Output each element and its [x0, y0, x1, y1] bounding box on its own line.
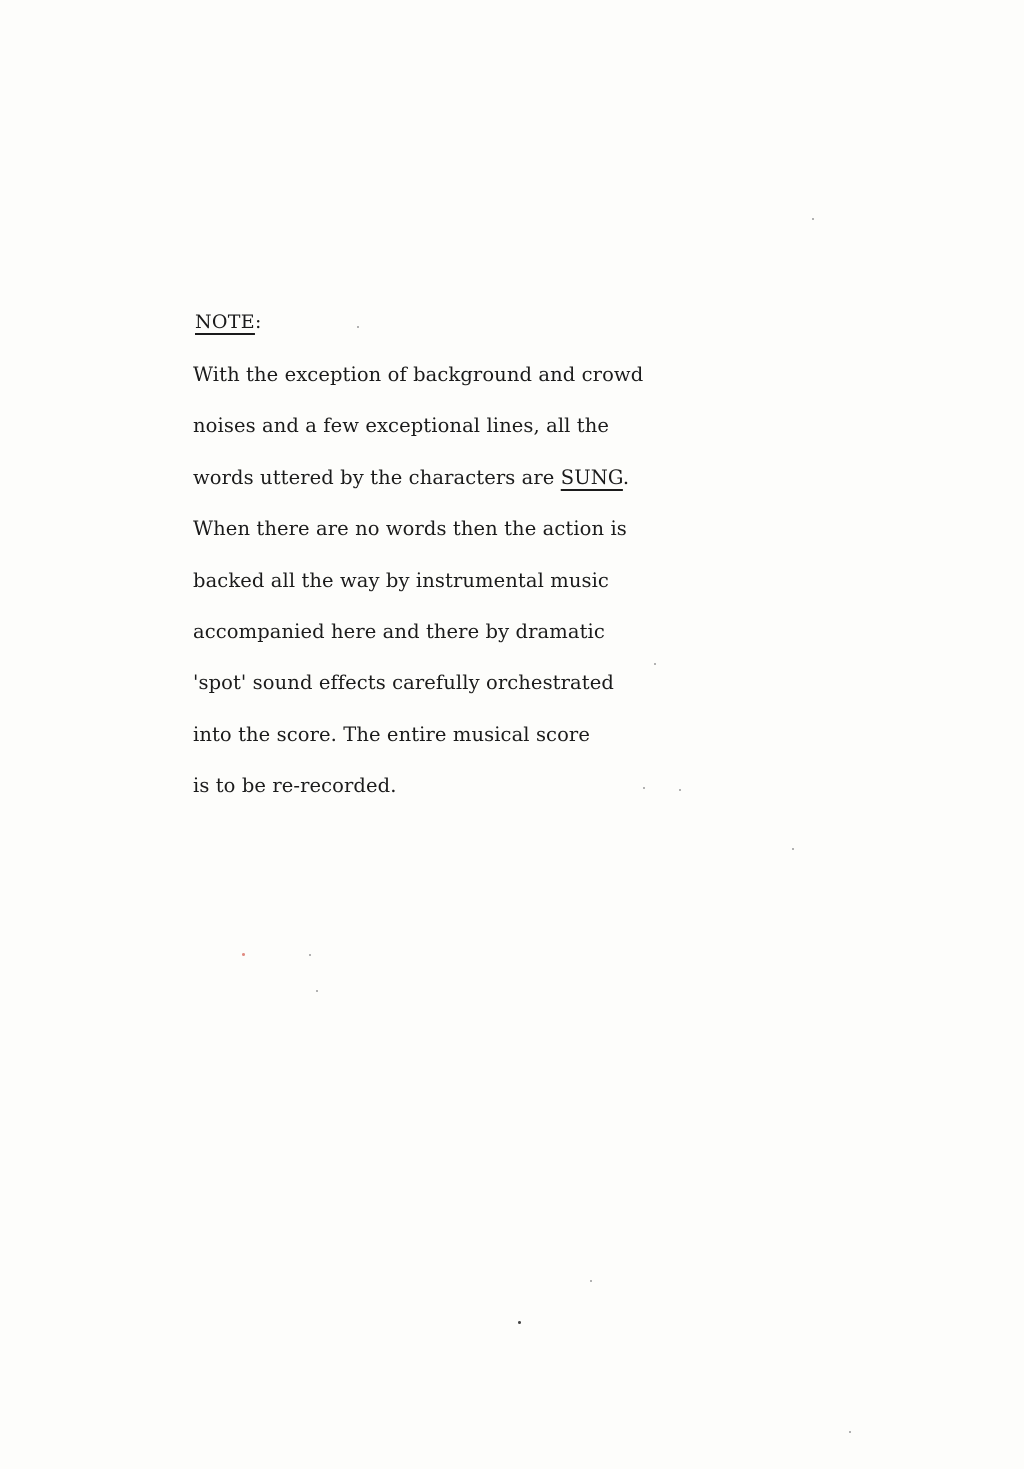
line-text: accompanied here and there by dramatic: [193, 619, 605, 643]
paper-speck: [654, 663, 656, 665]
line-text: is to be re-recorded.: [193, 774, 397, 798]
line-text: 'spot' sound effects carefully orchestrated: [193, 671, 614, 695]
paper-speck: [643, 787, 645, 789]
paragraph-line: [193, 358, 753, 409]
line-text-period: .: [622, 465, 630, 489]
paragraph-line: [193, 461, 753, 512]
note-colon: :: [254, 311, 262, 333]
paragraph-line: [193, 615, 753, 666]
note-heading: [195, 311, 262, 333]
line-text: words uttered by the characters are: [193, 465, 561, 489]
line-text: When there are no words then the action is: [193, 517, 627, 541]
paper-speck: [242, 953, 245, 956]
line-text: With the exception of background and crowd: [193, 363, 644, 386]
line-text: into the score. The entire musical score: [193, 722, 590, 746]
paper-speck: [518, 1321, 521, 1324]
paragraph-line: [193, 564, 753, 615]
note-paragraph: [193, 358, 753, 821]
paper-speck: [357, 326, 359, 328]
paragraph-line: [193, 409, 753, 460]
line-text: backed all the way by instrumental music: [193, 568, 609, 592]
paragraph-line: [193, 769, 753, 820]
paper-speck: [309, 954, 311, 956]
paper-speck: [792, 848, 794, 850]
paper-speck: [849, 1431, 851, 1433]
paper-speck: [316, 990, 318, 992]
emphasized-word-sung: SUNG: [560, 465, 623, 489]
paragraph-line: [193, 718, 753, 769]
paper-speck: [679, 789, 681, 791]
paper-speck: [812, 218, 814, 220]
paper-speck: [590, 1280, 592, 1282]
line-text: noises and a few exceptional lines, all the: [193, 414, 610, 438]
note-label: NOTE: [195, 311, 255, 333]
paragraph-line: [193, 666, 753, 717]
paragraph-line: [193, 512, 753, 563]
